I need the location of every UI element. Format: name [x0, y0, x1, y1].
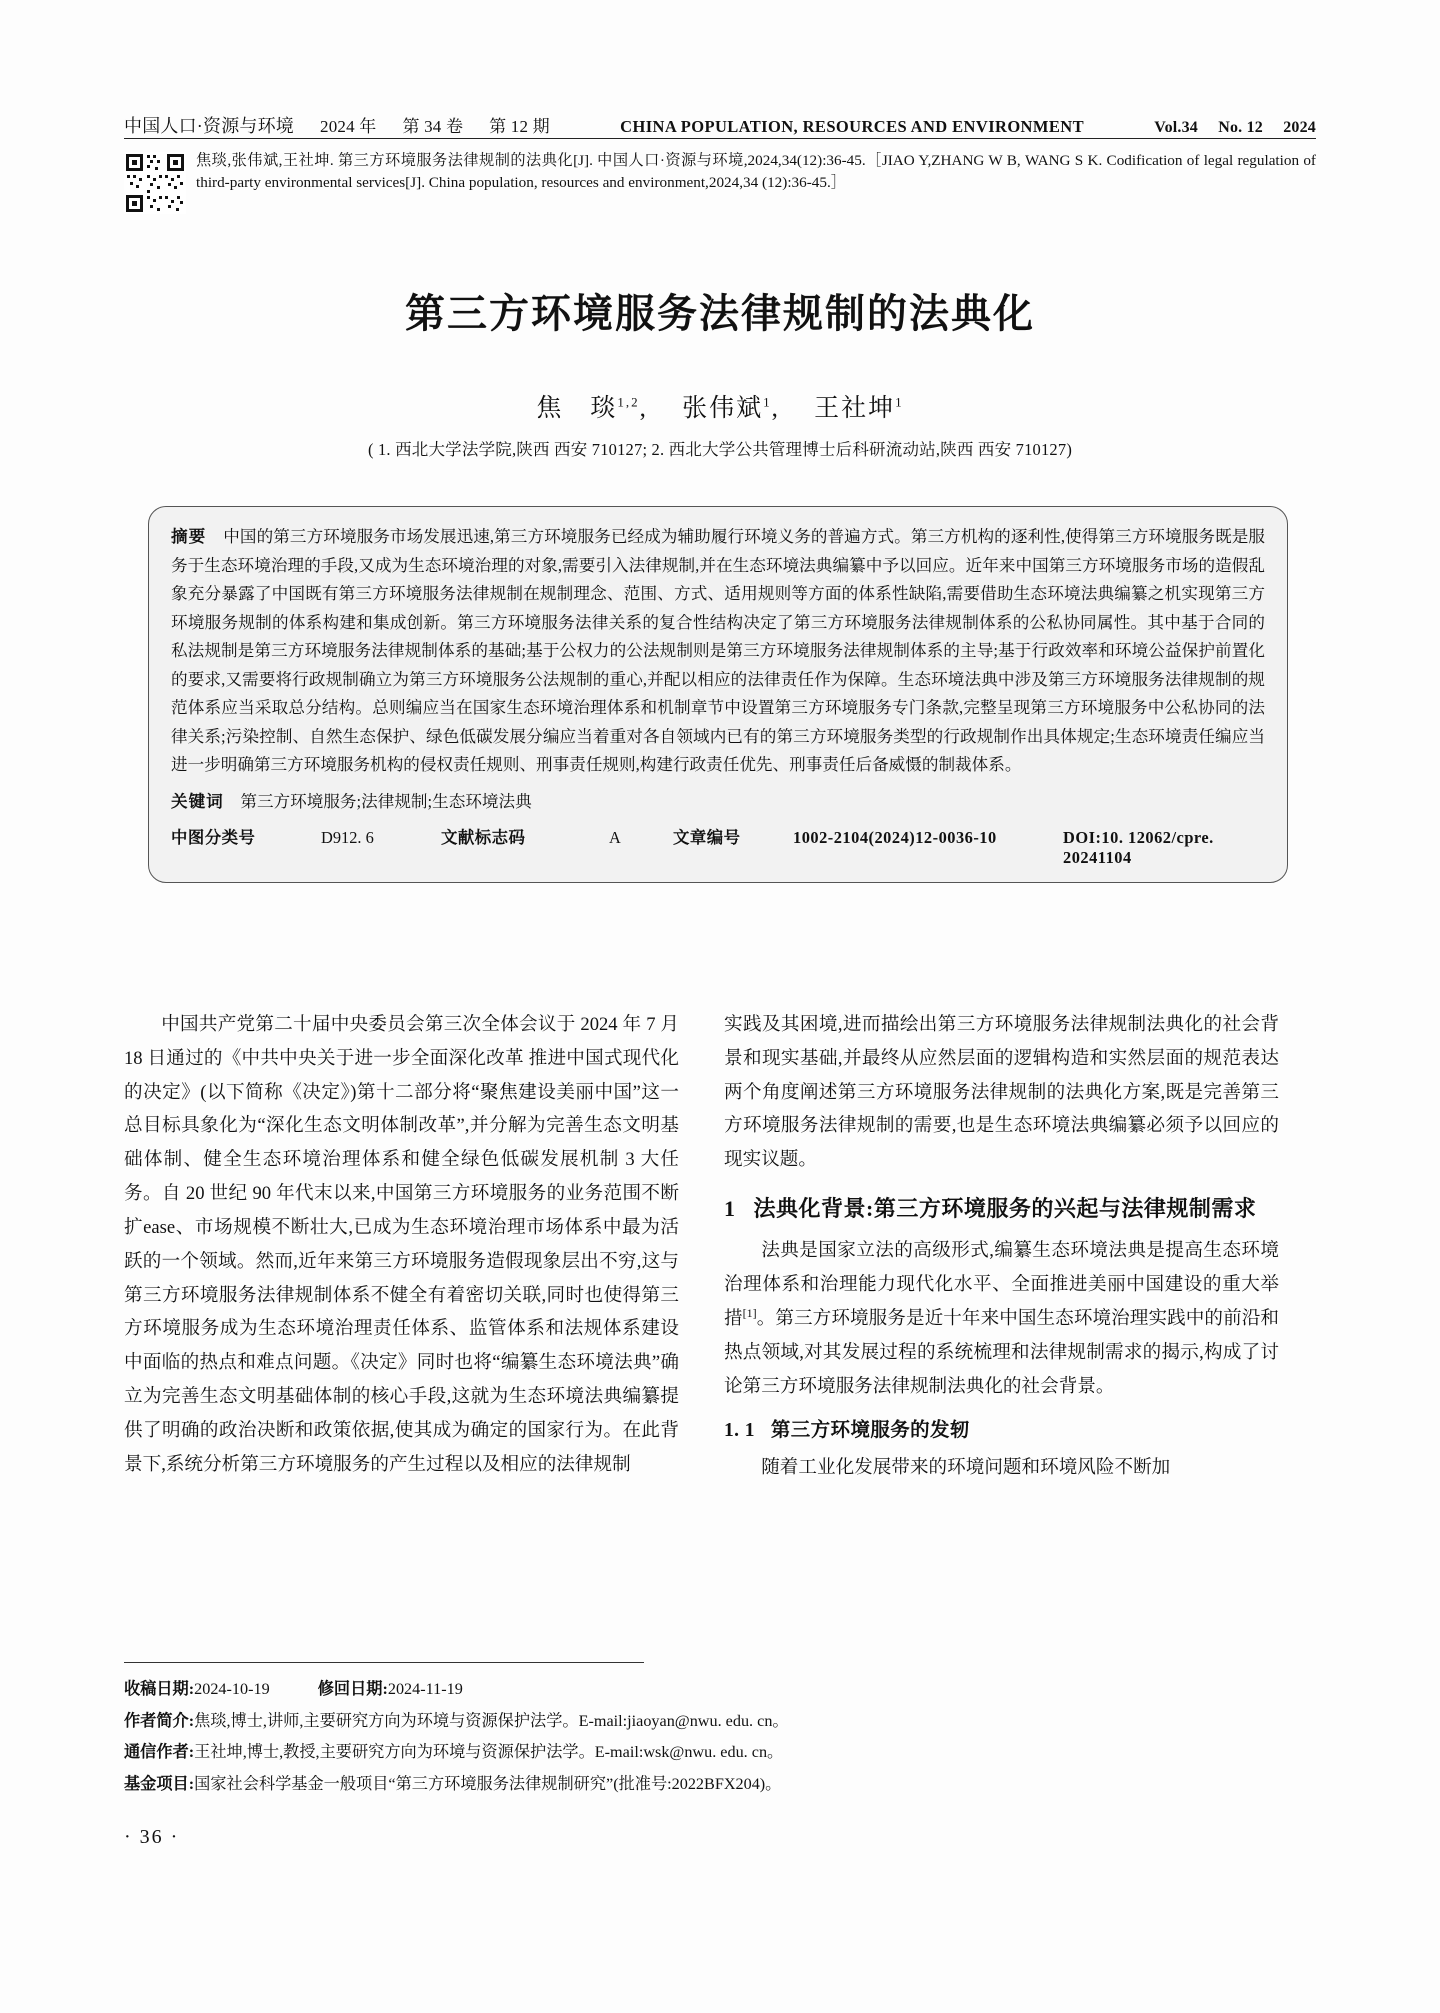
- volume-en: Vol.34: [1154, 119, 1199, 136]
- abstract-meta-row: [171, 824, 1265, 868]
- paragraph-intro-cont: 实践及其困境,进而描绘出第三方环境服务法律规制法典化的社会背景和现实基础,并最终从应然层面的逻辑构造和实然层面的规范表达两个角度阐述第三方环境服务法律规制的法典化方案,既是完善第三方环境服务法律规制的需要,也是生态环境法典编纂必须予以回应的现实议题。: [724, 1014, 1279, 1171]
- author-3-name: 王社坤: [814, 395, 896, 422]
- footnote-divider: [124, 1662, 644, 1663]
- footnote-dates: [124, 1674, 1024, 1706]
- issue-year: 2024 年: [320, 117, 377, 136]
- author-2-affil-mark: 1: [763, 394, 772, 410]
- footnote-corresponding-author: [124, 1737, 1024, 1769]
- corr-author-label: 通信作者:: [124, 1743, 195, 1762]
- section-heading-1: [724, 1191, 1279, 1226]
- keywords-label: 关键词: [171, 791, 224, 811]
- received-date-value: 2024-10-19: [194, 1680, 270, 1698]
- author-3-affil-mark: 1: [895, 394, 904, 410]
- affiliation: ( 1. 西北大学法学院,陕西 西安 710127; 2. 西北大学公共管理博士后科研流动站,陕西 西安 710127): [367, 440, 1073, 459]
- article-no-value: 1002-2104(2024)12-0036-10: [793, 827, 997, 847]
- corr-author-value: 王社坤,博士,教授,主要研究方向为环境与资源保护法学。E-mail:wsk@nwu. edu. cn。: [194, 1743, 784, 1762]
- subsection-number: 1. 1: [724, 1420, 755, 1442]
- abstract-text: 中国的第三方环境服务市场发展迅速,第三方环境服务已经成为辅助履行环境义务的普遍方式。第三方机构的逐利性,使得第三方环境服务既是服务于生态环境治理的手段,又成为生态环境治理的对象,需要引入法律规制,并在生态环境法典编纂中予以回应。近年来中国第三方环境服务市场的造假乱象充分暴露了中国既有第三方环境服务法律规制在规制理念、范围、方式、适用规则等方面的体系性缺陷,需要借助生态环境法典编纂之机实现第三方环境服务规制的体系构建和集成创新。第三方环境服务法律关系的复合性结构决定了第三方环境服务法律规制体系的公私协同属性。其中基于合同的私法规制是第三方环境服务法律规制体系的基础;基于公权力的公法规制则是第三方环境服务法律规制体系的主导;基于行政效率和环境公益保护前置化的要求,又需要将行政规制确立为第三方环境服务公法规制的重心,并配以相应的法律责任作为保障。生态环境法典中涉及第三方环境服务法律规制的规范体系应当采取总分结构。总则编应当在国家生态环境治理体系和机制章节中设置第三方环境服务专门条款,完整呈现第三方环境服务中公私协同的法律关系;污染控制、自然生态保护、绿色低碳发展分编应当着重对各自领域内已有的第三方环境服务类型的行政规制作出具体规定;生态环境责任编应当进一步明确第三方环境服务机构的侵权责任规则、刑事责任规则,构建行政责任优先、刑事责任后备威慑的制裁体系。: [171, 527, 1266, 775]
- footnote-block: [124, 1674, 1024, 1800]
- issue-info-en: [1154, 119, 1316, 137]
- qr-code-icon: [124, 152, 186, 214]
- received-date: 收稿日期:2024-10-19: [124, 1680, 270, 1698]
- issue-volume: 第 34 卷: [402, 117, 464, 136]
- keywords-value: 第三方环境服务;法律规制;生态环境法典: [240, 791, 532, 811]
- footnote-funding: [124, 1769, 1024, 1801]
- page-title: 第三方环境服务法律规制的法典化: [405, 290, 1035, 337]
- citation-cn: 焦琰,张伟斌,王社坤. 第三方环境服务法律规制的法典化[J]. 中国人口·资源与环境,2024,34(12):36-45.［JIAO Y,ZHANG W B,: [196, 152, 1021, 169]
- journal-title-cn: 中国人口·资源与环境: [124, 116, 294, 136]
- author-bio-label: 作者简介:: [124, 1711, 195, 1730]
- author-1: [536, 395, 639, 422]
- paragraph-1: [724, 1234, 1279, 1403]
- body-column-left: [124, 1008, 679, 1482]
- running-head: [124, 112, 1316, 138]
- doi-value: DOI:10. 12062/cpre. 20241104: [1063, 827, 1214, 867]
- clc-label: 中图分类号: [171, 827, 256, 847]
- paragraph-intro: 中国共产党第二十届中央委员会第三次全体会议于 2024 年 7 月 18 日通过的《中共中央关于进一步全面深化改革 推进中国式现代化的决定》(以下简称《决定》)第十二部分将“聚焦建设美丽中国”这一总目标具象化为“深化生态文明体制改革”,并分解为完善生态文明基础体制、健全生态环境治理体系和健全绿色低碳发展机制 3 大任务。自 20 世纪 90 年代末以来,中国第三方环境服务的业务范围不断扩ease、市场规模不断壮大,已成为生态环境治理市场体系中最为活跃的一个领域。然而,近年来第三方环境服务造假现象层出不穷,这与第三方环境服务法律规制体系不健全有着密切关联,同时也使得第三方环境服务成为生态环境治理责任体系、监管体系和法规体系建设中面临的热点和难点问题。《决定》同时也将“编纂生态环境法典”确立为完善生态文明基础体制的核心手段,这就为生态环境法典编纂提供了明确的政治决断和政策依据,使其成为确定的国家行为。在此背景下,系统分析第三方环境服务的产生过程以及相应的法律规制: [124, 1014, 679, 1475]
- funding-value: 国家社会科学基金一般项目“第三方环境服务法律规制研究”(批准号:2022BFX204)。: [194, 1774, 782, 1793]
- citation-en: WANG S K. Codification of legal regulation of third-party environmental services[J]. China population, resources and environment,2024,34: [196, 152, 1316, 192]
- doc-code-field: [441, 824, 609, 848]
- footnote-author-bio: [124, 1706, 1024, 1738]
- doc-code-value: A: [609, 827, 621, 847]
- body-column-right: [724, 1008, 1279, 1485]
- keywords-row: [171, 788, 1265, 816]
- journal-title-en: CHINA POPULATION, RESOURCES AND ENVIRONMENT: [620, 117, 1084, 136]
- citation-en-tail: (12):36-45.］: [762, 174, 846, 192]
- revised-date: 修回日期:2024-11-19: [317, 1680, 463, 1698]
- page-number: · 36 ·: [124, 1826, 180, 1848]
- clc-value: D912. 6: [321, 827, 374, 847]
- paragraph-1-a: 法典是国家立法的高级形式,编纂生态环境法典是提高生态环境治理体系和治理能力现代化水平、全面推进美丽中国建设的重大举措: [724, 1240, 1279, 1329]
- doc-code-label: 文献标志码: [441, 827, 526, 847]
- paragraph-2: 随着工业化发展带来的环境问题和环境风险不断加: [761, 1456, 1171, 1478]
- author-1-affil-mark: 1,2: [617, 394, 640, 410]
- header-divider: [124, 138, 1316, 139]
- article-no-label: 文章编号: [673, 827, 741, 847]
- number-en: No. 12: [1218, 119, 1263, 136]
- abstract-paragraph: [171, 523, 1265, 780]
- issue-number: 第 12 期: [489, 117, 550, 136]
- reference-marker-1[interactable]: [1]: [742, 1305, 757, 1320]
- subsection-title: 第三方环境服务的发轫: [770, 1420, 970, 1442]
- section-heading-1-1: [724, 1413, 1279, 1448]
- author-3: [814, 395, 904, 422]
- section-number: 1: [724, 1196, 736, 1222]
- paragraph-1-b: 。第三方环境服务是近十年来中国生态环境治理实践中的前沿和热点领域,对其发展过程的系统梳理和法律规制需求的揭示,构成了讨论第三方环境服务法律规制法典化的社会背景。: [724, 1307, 1279, 1397]
- section-title: 法典化背景:第三方环境服务的兴起与法律规制需求: [753, 1196, 1257, 1222]
- revised-date-value: 2024-11-19: [387, 1680, 463, 1698]
- funding-label: 基金项目:: [124, 1774, 195, 1793]
- abstract-box: [148, 506, 1288, 883]
- author-2-name: 张伟斌: [682, 395, 764, 422]
- citation-block: [196, 150, 1316, 194]
- author-2: [682, 395, 772, 422]
- clc-field: [171, 824, 321, 848]
- year-en: 2024: [1283, 119, 1316, 136]
- author-list: 焦 琰$^{1,2}$, 张伟斌$^1$, 王社坤$^1$: [536, 394, 904, 422]
- abstract-label: 摘要: [171, 527, 207, 546]
- author-1-name: 焦 琰: [536, 395, 618, 422]
- author-bio-value: 焦琰,博士,讲师,主要研究方向为环境与资源保护法学。E-mail:jiaoyan@nwu. edu. cn。: [194, 1711, 789, 1730]
